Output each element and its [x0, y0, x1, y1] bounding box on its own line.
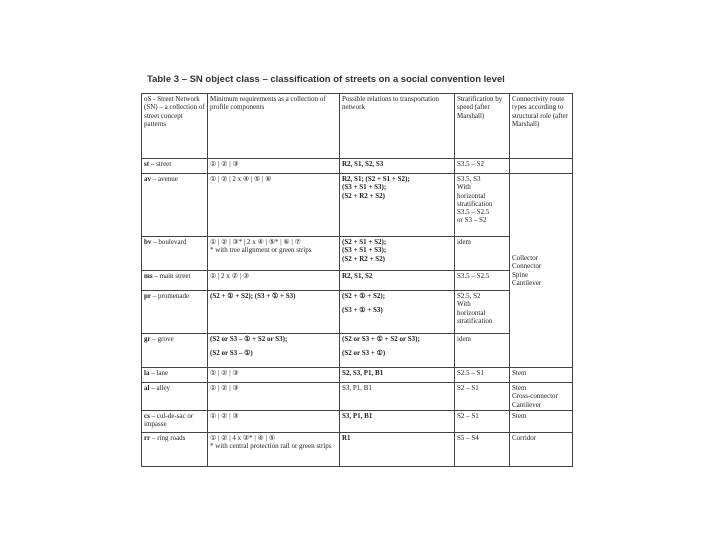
row-class [142, 383, 208, 411]
row-name: – lane [151, 369, 169, 377]
row-speed [455, 174, 510, 237]
row-minimum [208, 237, 340, 271]
row-connectivity-group [510, 174, 573, 368]
row-code: av [144, 175, 151, 183]
relations-line: (S2 or S3 + ①) [342, 349, 386, 358]
row-relations: R2, S1, S2 [340, 271, 455, 291]
relations-line: (S2 + R2 + S2) [342, 191, 385, 200]
row-class [142, 174, 208, 237]
row-connectivity: Stem [510, 368, 573, 383]
row-minimum: ① | ② | ③ [208, 368, 340, 383]
row-code: al [144, 384, 150, 392]
row-code: rr [144, 434, 151, 442]
connectivity-line: Stem [512, 384, 527, 392]
row-code: cs [144, 412, 150, 420]
row-speed: S3.5 – S2.5 [455, 271, 510, 291]
row-speed: S2.5 – S1 [455, 368, 510, 383]
row-minimum: (S2 + ① + S2); (S3 + ① + S3) [208, 291, 340, 334]
row-minimum: ① | ② | ③ [208, 383, 340, 411]
row-class [142, 237, 208, 271]
header-minimum: Minimum requirements as a collection of profile components [208, 94, 340, 159]
row-relations [340, 237, 455, 271]
relations-line: (S3 + ① + S3) [342, 306, 383, 315]
row-class [142, 334, 208, 368]
minimum-line: (S2 or S3 – ①) [210, 349, 253, 358]
minimum-line: ① | ② | 4 x ③* | ④ | ⑤ [210, 434, 275, 442]
relations-line: R2, S1; (S2 + S1 + S2); [342, 175, 410, 183]
header-relations: Possible relations to transportation network [340, 94, 455, 159]
row-name: – alley [151, 384, 171, 392]
row-relations: S3, P1, B1 [340, 383, 455, 411]
row-class [142, 433, 208, 467]
row-minimum [208, 334, 340, 368]
header-connectivity: Connectivity route types according to structural role (after Marshall) [510, 94, 573, 159]
speed-line: S3.5 – S2.5 [457, 208, 490, 217]
row-relations [340, 291, 455, 334]
speed-line: With [457, 183, 471, 192]
row-speed: idem [455, 334, 510, 368]
row-speed: S5 – S4 [455, 433, 510, 467]
relations-line: (S3 + S1 + S3); [342, 246, 387, 255]
connectivity-line: Connector [512, 262, 542, 271]
row-connectivity [510, 159, 573, 174]
row-name: – main street [154, 272, 191, 280]
row-code: st [144, 160, 150, 168]
speed-line: With [457, 300, 471, 309]
row-relations: S2, S3, P1, B1 [340, 368, 455, 383]
row-name: – ring roads [151, 434, 186, 442]
relations-line: (S2 + S1 + S2); [342, 238, 387, 246]
row-connectivity [510, 383, 573, 411]
connectivity-line: Collector [512, 253, 539, 262]
relations-line: (S2 + R2 + S2) [342, 254, 385, 263]
header-row [142, 94, 573, 159]
minimum-note: * with central protection rail or green strips [210, 442, 332, 451]
table-row [142, 334, 573, 368]
connectivity-line: Cantilever [512, 400, 542, 409]
row-speed: S2 – S1 [455, 411, 510, 433]
sn-classification-table [141, 93, 573, 467]
connectivity-line: Cantilever [512, 278, 542, 287]
table-row [142, 291, 573, 334]
row-minimum: ① | 2 x ② | ③ [208, 271, 340, 291]
connectivity-line: Spine [512, 270, 528, 279]
connectivity-line: Cross-connector [512, 392, 558, 401]
row-minimum: ① | ② | ③ [208, 411, 340, 433]
row-relations: R2, S1, S2, S3 [340, 159, 455, 174]
row-code: la [144, 369, 150, 377]
minimum-line: (S2 or S3 – ① + S2 or S3); [210, 335, 288, 343]
header-class: oS - Street Network (SN) – a collection of street concept patterns [142, 94, 208, 159]
row-class [142, 291, 208, 334]
row-class [142, 271, 208, 291]
table-row [142, 411, 573, 433]
row-name: – cul-de-sac or impasse [144, 412, 194, 429]
row-name: – promenade [152, 292, 190, 300]
row-name: – avenue [152, 175, 178, 183]
table-caption: Table 3 – SN object class – classification of streets on a social convention level [147, 74, 505, 85]
table-row [142, 174, 573, 237]
row-speed: idem [455, 237, 510, 271]
table-row [142, 159, 573, 174]
row-name: – boulevard [153, 238, 187, 246]
row-minimum [208, 433, 340, 467]
relations-line: (S3 + S1 + S3); [342, 183, 387, 192]
relations-line: (S2 + ① + S2); [342, 292, 386, 300]
row-connectivity: Stem [510, 411, 573, 433]
header-speed: Stratification by speed (after Marshall) [455, 94, 510, 159]
speed-line: S2.5, S2 [457, 292, 481, 300]
row-name: – street [150, 160, 172, 168]
row-name: – grove [152, 335, 174, 343]
table-row [142, 237, 573, 271]
row-relations [340, 174, 455, 237]
row-relations: S3, P1, B1 [340, 411, 455, 433]
speed-line: or S3 – S2 [457, 216, 487, 225]
row-minimum: ① | ② | 2 x ④ | ⑤ | ⑥ [208, 174, 340, 237]
row-relations [340, 334, 455, 368]
row-speed [455, 291, 510, 334]
row-class [142, 368, 208, 383]
speed-line: horizontal [457, 308, 486, 317]
speed-line: S3.5, S3 [457, 175, 481, 183]
table-row [142, 271, 573, 291]
row-code: ms [144, 272, 153, 280]
row-speed: S3.5 – S2 [455, 159, 510, 174]
table-row [142, 383, 573, 411]
row-class [142, 411, 208, 433]
minimum-note: * with tree alignment or green strips [210, 246, 312, 255]
row-minimum: ① | ② | ③ [208, 159, 340, 174]
row-code: pr [144, 292, 151, 300]
row-speed: S2 – S1 [455, 383, 510, 411]
row-connectivity: Corridor [510, 433, 573, 467]
minimum-line: ① | ② | ③* | 2 x ④ | ⑤* | ⑥ | ⑦ [210, 238, 301, 246]
table-row [142, 368, 573, 383]
speed-line: stratification [457, 316, 493, 325]
speed-line: horizontal [457, 191, 486, 200]
row-code: gr [144, 335, 151, 343]
table-row [142, 433, 573, 467]
row-code: bv [144, 238, 152, 246]
relations-line: (S2 or S3 + ① + S2 or S3); [342, 335, 420, 343]
row-relations: R1 [340, 433, 455, 467]
speed-line: stratification [457, 199, 493, 208]
row-class [142, 159, 208, 174]
